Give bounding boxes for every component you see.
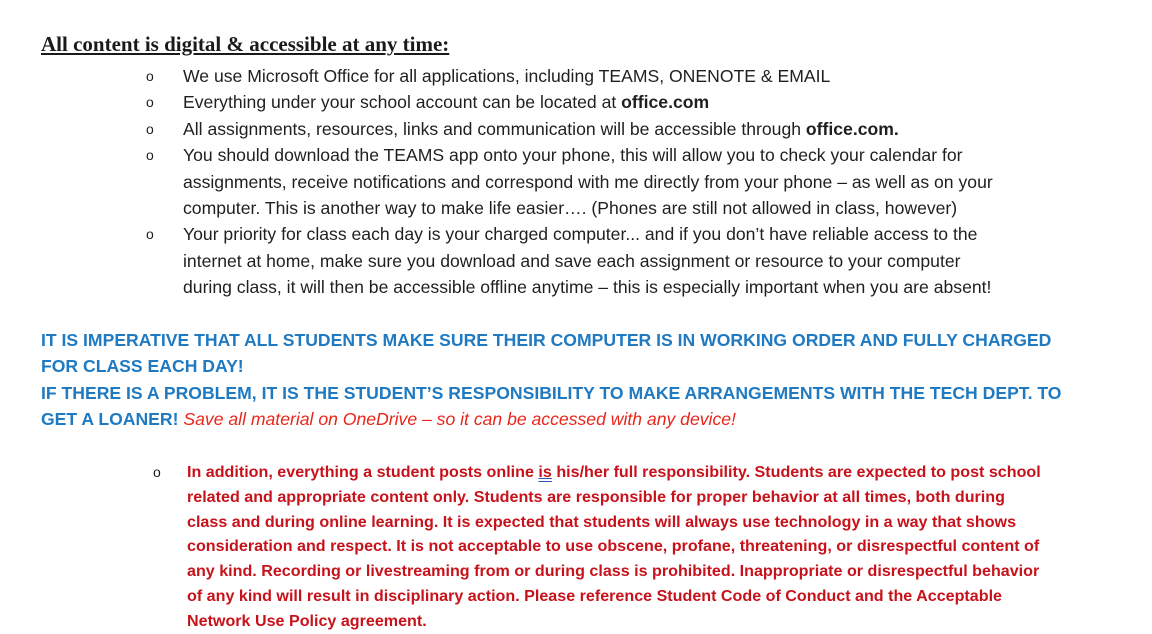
- policy-text: his/her full responsibility. Students are expected to post school: [551, 463, 1041, 481]
- policy-line: related and appropriate content only. Students are responsible for proper behavior at all times, both during: [187, 487, 1005, 506]
- list-item-text: Your priority for class each day is your charged computer... and if you don’t have reliable access to the: [183, 224, 978, 245]
- info-bullet-list: [0, 63, 1152, 301]
- policy-line: consideration and respect. It is not acceptable to use obscene, profane, threatening, or disrespectful content of: [187, 537, 1040, 556]
- list-item-text: internet at home, make sure you download and save each assignment or resource to your computer: [183, 250, 961, 271]
- policy-line: Network Use Policy agreement.: [187, 611, 427, 630]
- list-item-text: All assignments, resources, links and communication will be accessible through: [183, 118, 806, 139]
- list-item: [0, 89, 1152, 115]
- list-item: [0, 142, 1152, 221]
- list-item-text: Everything under your school account can be located at: [183, 92, 622, 113]
- list-item-text: computer. This is another way to make life easier…. (Phones are still not allowed in class, however): [183, 198, 958, 219]
- circle-bullet-icon: o: [146, 147, 154, 164]
- notice-line: [41, 406, 1121, 432]
- policy-list: [0, 460, 1152, 634]
- section-heading: All content is digital & accessible at any time:: [41, 32, 450, 56]
- circle-bullet-icon: o: [153, 464, 161, 480]
- circle-bullet-icon: o: [146, 68, 154, 84]
- policy-line: any kind. Recording or livestreaming from or during class is prohibited. Inappropriate or disrespectful behavior: [187, 562, 1040, 581]
- list-item-line: [183, 116, 1114, 142]
- list-item: [0, 63, 1152, 89]
- notice-line: IT IS IMPERATIVE THAT ALL STUDENTS MAKE SURE THEIR COMPUTER IS IN WORKING ORDER AND FULLY CHARGED: [41, 330, 1052, 350]
- notice-block: [41, 327, 1121, 433]
- list-item: [0, 460, 1152, 634]
- policy-line: class and during online learning. It is expected that students will always use technology in a way that shows: [187, 512, 1017, 531]
- notice-line: FOR CLASS EACH DAY!: [41, 356, 244, 377]
- list-item-line: [183, 89, 1114, 115]
- policy-text: In addition, everything a student posts online: [187, 463, 539, 481]
- policy-line: [187, 460, 1152, 485]
- list-item-text: assignments, receive notifications and correspond with me directly from your phone – as well as on your: [183, 171, 993, 192]
- onedrive-note: Save all material on OneDrive – so it can be accessed with any device!: [178, 409, 736, 430]
- list-item: [0, 116, 1152, 142]
- list-item-text: You should download the TEAMS app onto your phone, this will allow you to check your calendar for: [183, 145, 963, 166]
- list-item: [0, 221, 1152, 300]
- circle-bullet-icon: o: [146, 94, 154, 111]
- list-item-text: during class, it will then be accessible offline anytime – this is especially important when you are absent!: [183, 277, 992, 298]
- notice-loaner-text: GET A LOANER!: [41, 409, 179, 430]
- circle-bullet-icon: o: [146, 226, 154, 243]
- notice-line: IF THERE IS A PROBLEM, IT IS THE STUDENT’S RESPONSIBILITY TO MAKE ARRANGEMENTS WITH THE TECH DEPT. TO: [41, 382, 1062, 403]
- policy-line: of any kind will result in disciplinary action. Please reference Student Code of Conduct and the Acceptable: [187, 586, 1002, 605]
- office-link-text: office.com.: [805, 118, 899, 139]
- office-link-text: office.com: [621, 92, 710, 113]
- list-item-text: We use Microsoft Office for all applications, including TEAMS, ONENOTE & EMAIL: [183, 66, 831, 86]
- policy-underlined-word: is: [538, 463, 552, 481]
- circle-bullet-icon: o: [146, 120, 154, 137]
